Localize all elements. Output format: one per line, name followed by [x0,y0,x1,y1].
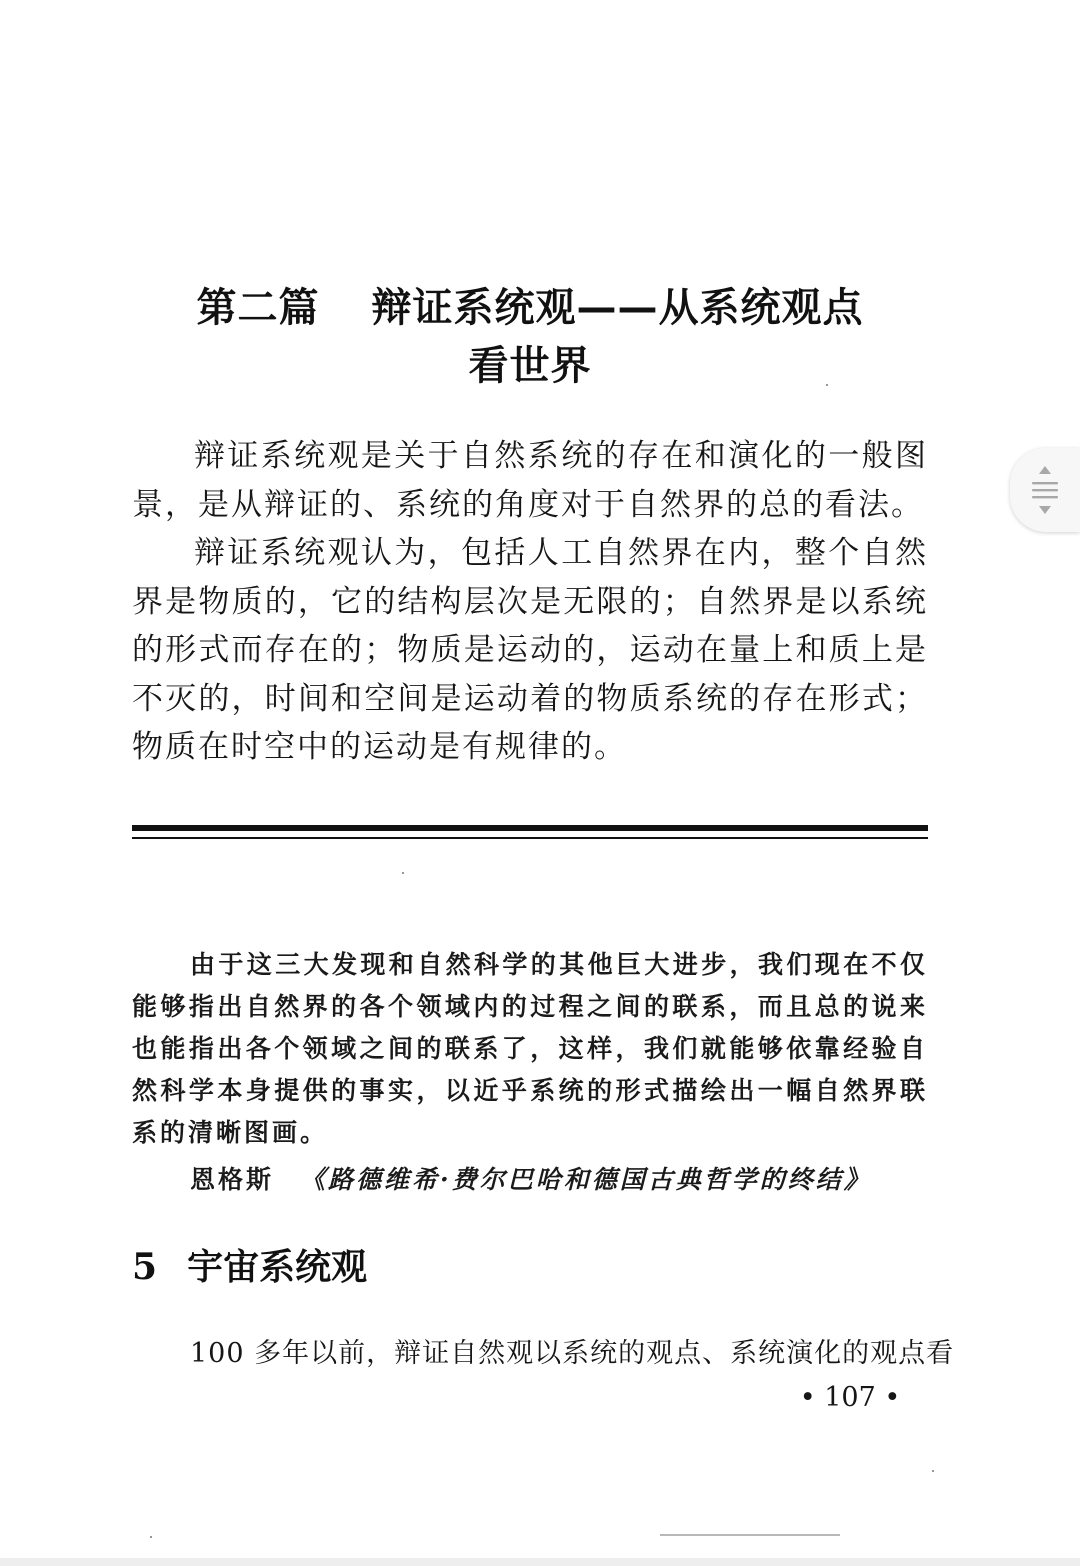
intro-paragraph-2 [132,529,928,772]
scroll-handle-icon [1028,464,1062,516]
intro-paragraph-2-text: 辩证系统观认为，包括人工自然界在内，整个自然界是物质的，它的结构层次是无限的；自然界是以系统的形式而存在的；物质是运动的，运动在量上和质上是不灭的，时间和空间是运动着的物质系统的存在形式；物质在时空中的运动是有规律的。 [132,535,928,765]
scan-speck [932,1470,934,1472]
section-title: 宇宙系统观 [187,1247,368,1288]
epigraph-work: 《路德维希·费尔巴哈和德国古典哲学的终结》 [300,1165,872,1194]
body-first-line: 100 多年以前，辩证自然观以系统的观点、系统演化的观点看 [190,1338,955,1369]
scan-speck [402,872,404,874]
scan-artifact-streak [660,1534,840,1536]
section-number: 5 [132,1246,158,1288]
part-title-line-2: 看世界 [468,343,592,389]
epigraph-source [190,1162,872,1198]
part-title-line-1 [132,280,928,336]
divider-thin [132,837,928,839]
epigraph-author: 恩格斯 [190,1165,275,1194]
intro-paragraph-1 [132,432,928,529]
page-number: • 107 • [799,1382,901,1413]
epigraph-quote: 由于这三大发现和自然科学的其他巨大进步，我们现在不仅能够指出自然界的各个领域内的过程之间的联系，而且总的说来也能指出各个领域之间的联系了，这样，我们就能够依靠经验自然科学本身提供的事实，以近乎系统的形式描绘出一幅自然界联系的清晰图画。 [132,950,928,1147]
intro-paragraph-1-text: 辩证系统观是关于自然系统的存在和演化的一般图景，是从辩证的、系统的角度对于自然界的总的看法。 [132,438,928,523]
part-title-text: 辩证系统观——从系统观点 [371,285,864,331]
divider-thick [132,825,928,831]
scroll-handle[interactable] [1010,448,1080,532]
scan-speck [826,384,828,386]
scan-speck [150,1536,152,1538]
part-label: 第二篇 [196,285,320,331]
viewer-bottom-edge [0,1558,1080,1566]
section-heading [132,1242,367,1293]
